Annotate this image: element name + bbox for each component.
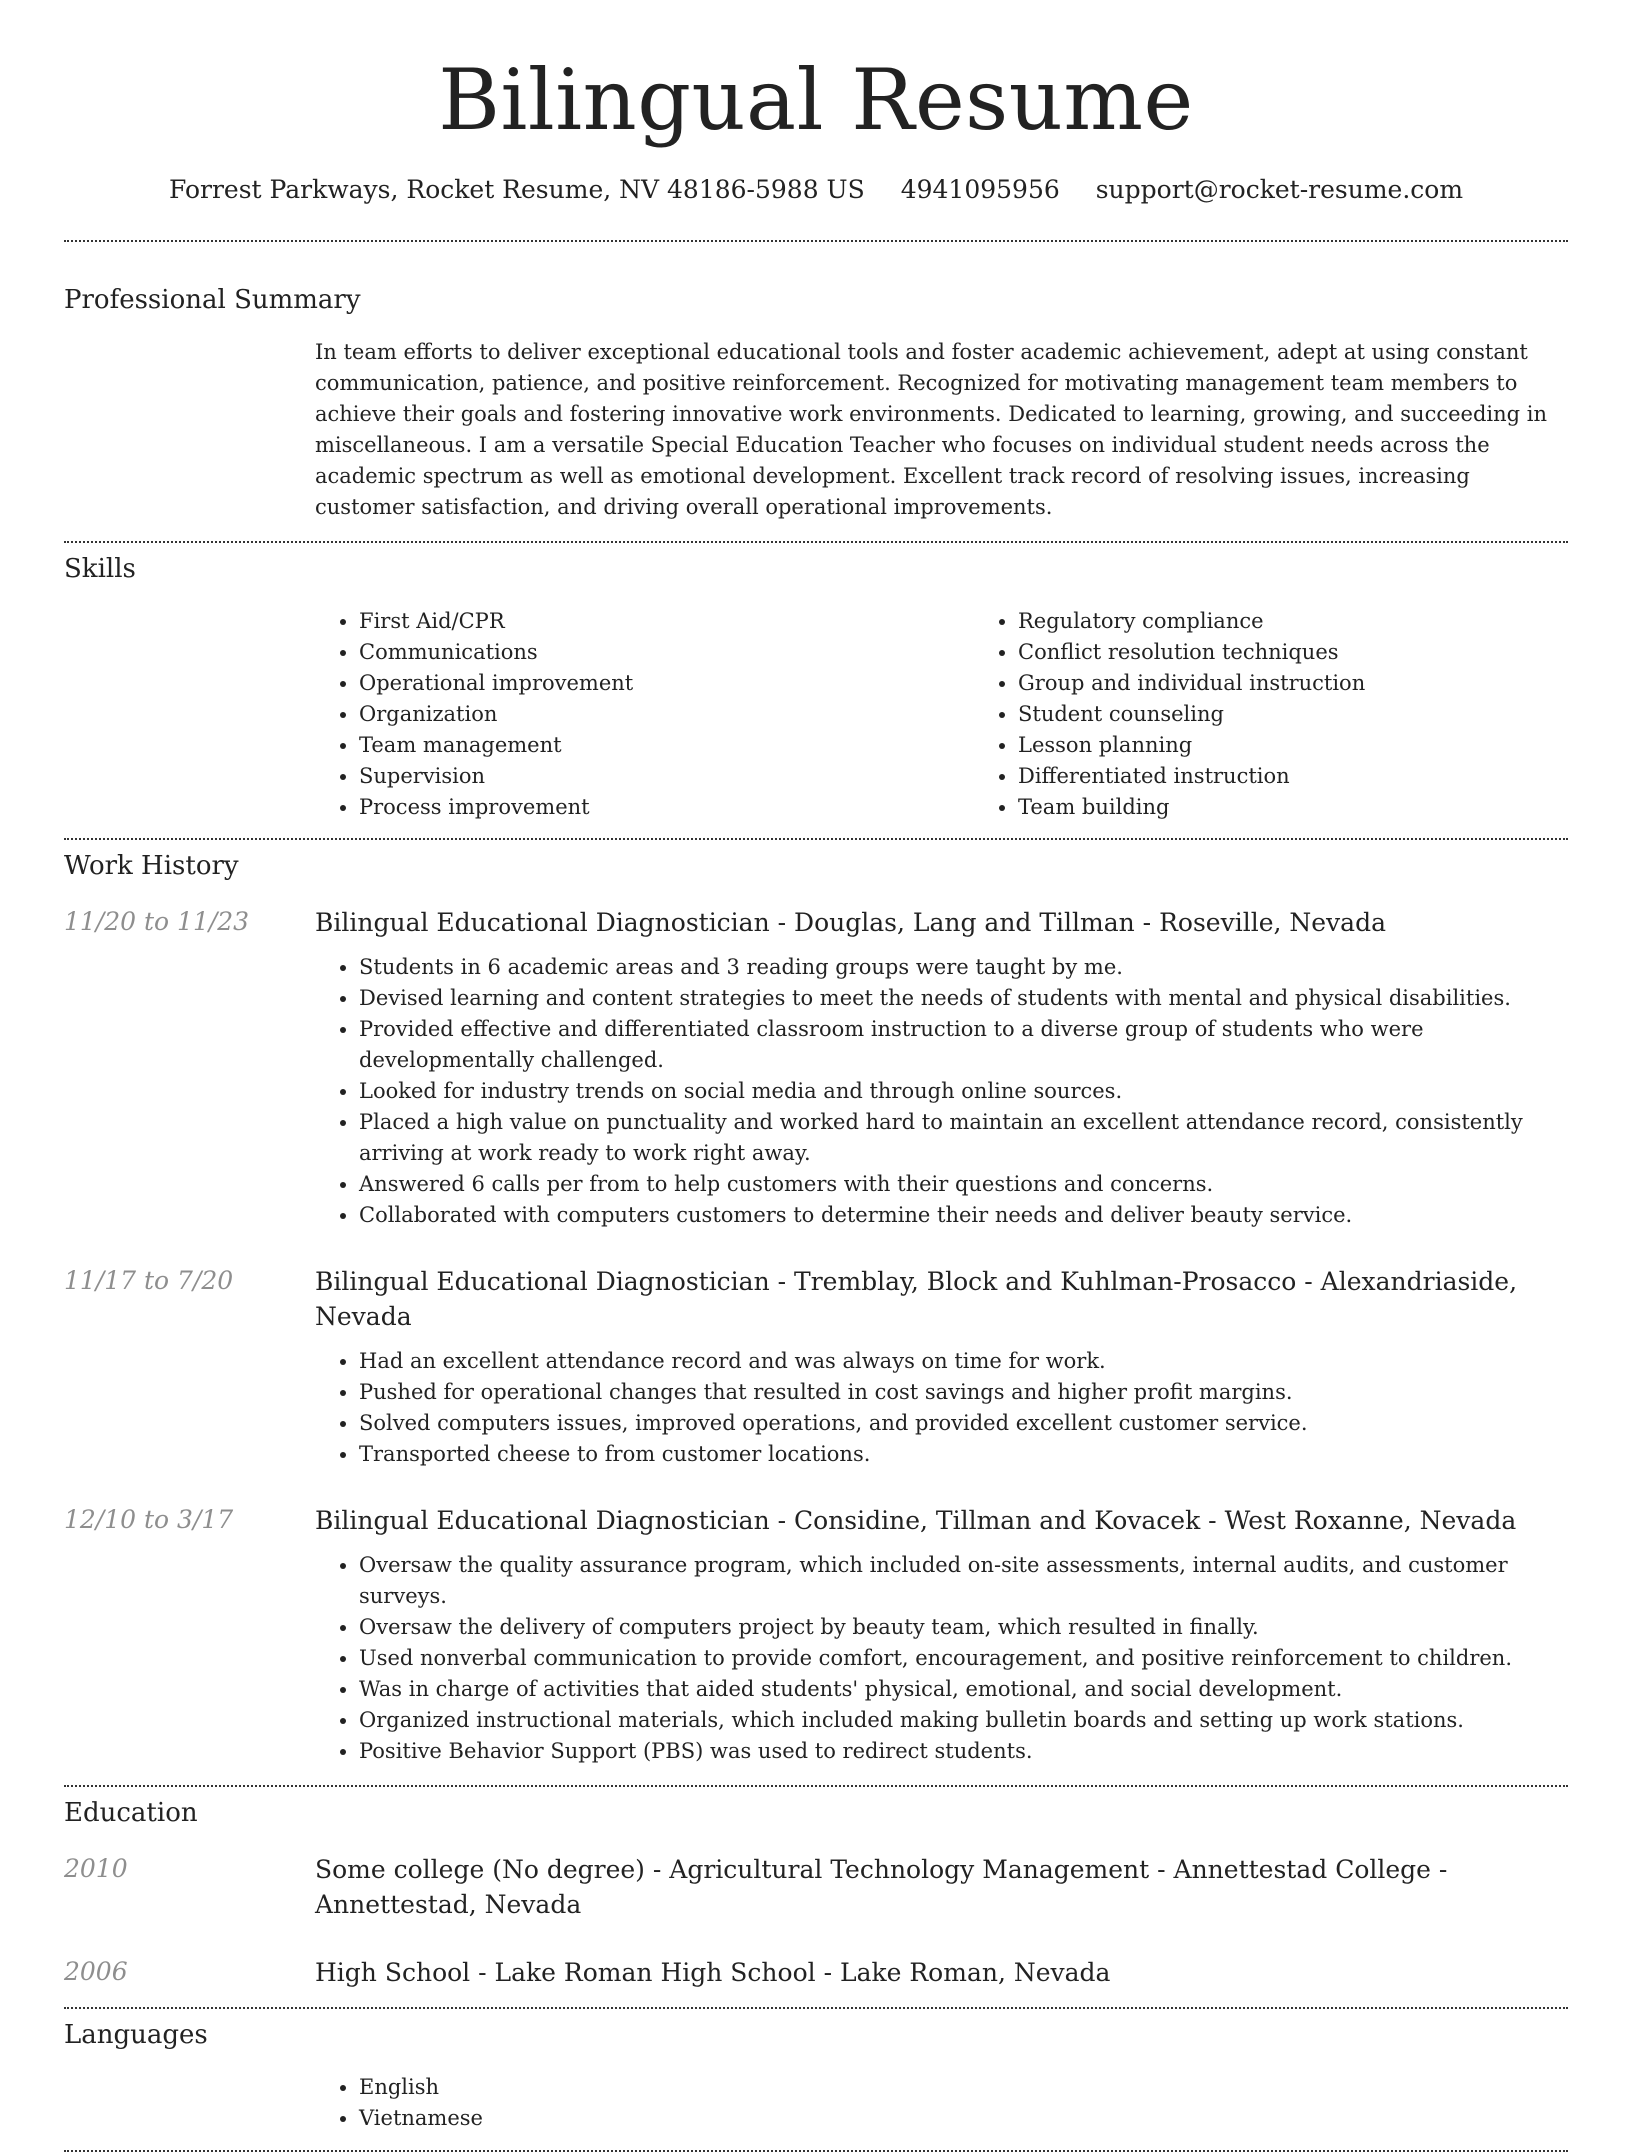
job-bullet: • Transported cheese to from customer locations. <box>359 1439 1568 1470</box>
skill-item: • Organization <box>359 699 974 730</box>
summary-section <box>64 283 1568 523</box>
contact-address: Forrest Parkways, Rocket Resume, NV 48186-5988 US <box>168 175 865 204</box>
job-entry <box>64 905 1568 1231</box>
job-bullet: • Devised learning and content strategies to meet the needs of students with mental and physical disabilities. <box>359 983 1568 1014</box>
skill-item: • Conflict resolution techniques <box>1018 637 1632 668</box>
skill-item: • Communications <box>359 637 974 668</box>
skills-list-left <box>315 606 974 823</box>
skill-item: • Operational improvement <box>359 668 974 699</box>
section-divider <box>64 838 1568 840</box>
resume-header <box>64 0 1568 206</box>
job-entry <box>64 1264 1568 1470</box>
work-heading: Work History <box>64 851 239 881</box>
skill-item: • Student counseling <box>1018 699 1632 730</box>
skill-item: • Group and individual instruction <box>1018 668 1632 699</box>
education-year: 2010 <box>64 1854 128 1883</box>
contact-line <box>64 174 1568 206</box>
skill-item: • Regulatory compliance <box>1018 606 1632 637</box>
education-entry <box>64 1955 1568 1990</box>
skill-item: • Lesson planning <box>1018 730 1632 761</box>
contact-phone: 4941095956 <box>900 175 1060 204</box>
summary-text: In team efforts to deliver exceptional educational tools and foster academic achievement, adept at using constant communication, patience, and positive reinforcement. Recognized for motivating management team members to achieve their goals and fostering innovative work environments. Dedicated to learning, growing, and succeeding in miscellaneous. I am a versatile Special Education Teacher who focuses on individual student needs across the academic spectrum as well as emotional development. Excellent track record of resolving issues, increasing customer satisfaction, and driving overall operational improvements. <box>315 340 1548 519</box>
languages-heading: Languages <box>64 2020 208 2050</box>
section-divider <box>64 1785 1568 1787</box>
job-bullet: • Placed a high value on punctuality and worked hard to maintain an excellent attendance record, consistently arriving at work ready to work right away. <box>359 1107 1568 1169</box>
work-section <box>64 849 1568 1767</box>
education-text: High School - Lake Roman High School - Lake Roman, Nevada <box>315 1958 1111 1987</box>
skill-item: • Team management <box>359 730 974 761</box>
job-bullet: • Used nonverbal communication to provide comfort, encouragement, and positive reinforcement to children. <box>359 1643 1568 1674</box>
job-bullet: • Answered 6 calls per from to help customers with their questions and concerns. <box>359 1169 1568 1200</box>
job-bullet: • Positive Behavior Support (PBS) was used to redirect students. <box>359 1736 1568 1767</box>
job-bullets <box>315 952 1568 1231</box>
job-bullet: • Provided effective and differentiated classroom instruction to a diverse group of students who were developmentally challenged. <box>359 1014 1568 1076</box>
job-bullet: • Solved computers issues, improved operations, and provided excellent customer service. <box>359 1408 1568 1439</box>
job-bullet: • Was in charge of activities that aided students' physical, emotional, and social development. <box>359 1674 1568 1705</box>
skill-item: • Differentiated instruction <box>1018 761 1632 792</box>
language-item: • English <box>359 2072 1568 2103</box>
education-entry <box>64 1852 1568 1922</box>
job-dates: 11/17 to 7/20 <box>64 1266 234 1295</box>
language-item: • Vietnamese <box>359 2103 1568 2134</box>
job-bullet: • Pushed for operational changes that resulted in cost savings and higher profit margins. <box>359 1377 1568 1408</box>
section-divider <box>64 240 1568 242</box>
job-bullet: • Oversaw the quality assurance program, which included on-site assessments, internal audits, and customer surveys. <box>359 1550 1568 1612</box>
job-entry <box>64 1503 1568 1767</box>
skill-item: • Process improvement <box>359 792 974 823</box>
job-dates: 11/20 to 11/23 <box>64 907 250 936</box>
job-bullet: • Looked for industry trends on social media and through online sources. <box>359 1076 1568 1107</box>
resume-name: Bilingual Resume <box>438 51 1194 149</box>
job-bullet: • Collaborated with computers customers to determine their needs and deliver beauty service. <box>359 1200 1568 1231</box>
job-title: Bilingual Educational Diagnostician - Douglas, Lang and Tillman - Roseville, Nevada <box>315 908 1386 937</box>
job-bullet: • Organized instructional materials, which included making bulletin boards and setting up work stations. <box>359 1705 1568 1736</box>
job-title: Bilingual Educational Diagnostician - Considine, Tillman and Kovacek - West Roxanne, Nevada <box>315 1506 1517 1535</box>
skills-list-right <box>974 606 1632 823</box>
education-heading: Education <box>64 1798 198 1828</box>
languages-list <box>315 2072 1568 2134</box>
summary-heading: Professional Summary <box>64 285 361 315</box>
job-dates: 12/10 to 3/17 <box>64 1505 234 1534</box>
job-bullet: • Had an excellent attendance record and was always on time for work. <box>359 1346 1568 1377</box>
job-bullets <box>315 1550 1568 1767</box>
education-year: 2006 <box>64 1957 128 1986</box>
education-text: Some college (No degree) - Agricultural Technology Management - Annettestad College - Annettestad, Nevada <box>315 1855 1448 1919</box>
job-bullet: • Oversaw the delivery of computers project by beauty team, which resulted in finally. <box>359 1612 1568 1643</box>
section-divider <box>64 2007 1568 2009</box>
contact-email: support@rocket-resume.com <box>1095 175 1464 204</box>
skills-section <box>64 552 1568 823</box>
section-divider <box>64 541 1568 543</box>
skill-item: • First Aid/CPR <box>359 606 974 637</box>
skills-heading: Skills <box>64 554 136 584</box>
languages-section <box>64 2018 1568 2134</box>
skill-item: • Team building <box>1018 792 1632 823</box>
job-title: Bilingual Educational Diagnostician - Tremblay, Block and Kuhlman-Prosacco - Alexandriaside, Nevada <box>315 1267 1518 1331</box>
job-bullet: • Students in 6 academic areas and 3 reading groups were taught by me. <box>359 952 1568 983</box>
education-section <box>64 1796 1568 1990</box>
skill-item: • Supervision <box>359 761 974 792</box>
job-bullets <box>315 1346 1568 1470</box>
